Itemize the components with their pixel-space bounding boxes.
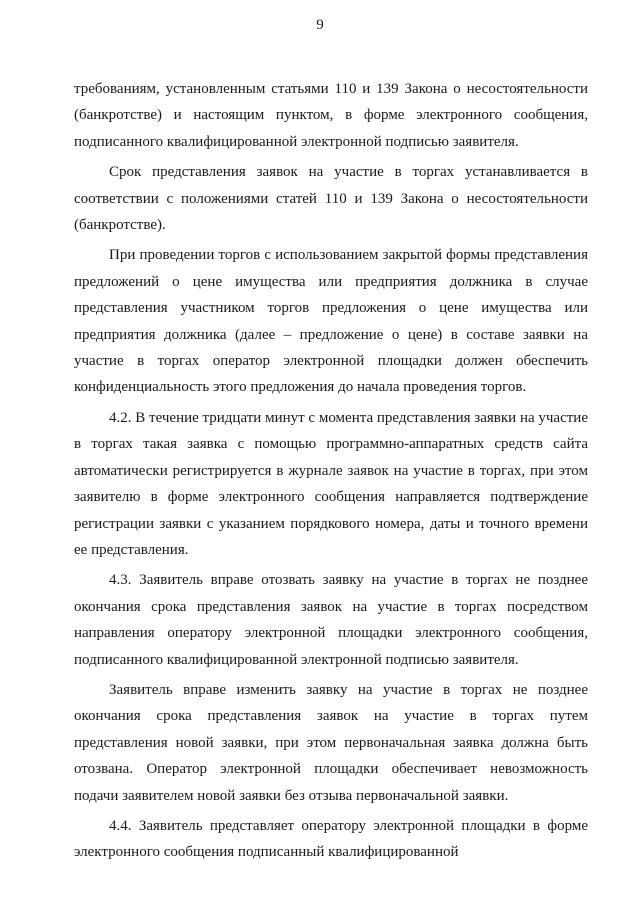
paragraph-section-4-3: 4.3. Заявитель вправе отозвать заявку на участие в торгах не позднее окончания срока представления заявок на участие в торгах посредством направления оператору электронной площадки электронного сообщения, подписанного квалифицированной электронной подписью заявителя. — [74, 572, 588, 668]
page-number: 9 — [316, 17, 324, 33]
paragraph-application-change: Заявитель вправе изменить заявку на участие в торгах не позднее окончания срока представления заявок на участие в торгах путем представления новой заявки, при этом первоначальная заявка должна быть отозвана. Оператор электронной площадки обеспечивает невозможность подачи заявителем новой заявки без отзыва первоначальной заявки. — [74, 681, 588, 804]
paragraph-continuation: требованиям, установленным статьями 110 и 139 Закона о несостоятельности (банкротстве) и настоящим пунктом, в форме электронного сообщения, подписанного квалифицированной электронной подписью заявителя. — [74, 81, 588, 150]
document-body — [74, 76, 588, 870]
paragraph-closed-form-bidding: При проведении торгов с использованием закрытой формы представления предложений о цене имущества или предприятия должника в случае представления участником торгов предложения о цене имущества или предприятия должника (далее – предложение о цене) в составе заявки на участие в торгах оператор электронной площадки должен обеспечить конфиденциальность этого предложения до начала проведения торгов. — [74, 247, 588, 396]
paragraph-application-deadline: Срок представления заявок на участие в торгах устанавливается в соответствии с положениями статей 110 и 139 Закона о несостоятельности (банкротстве). — [74, 164, 588, 234]
paragraph-section-4-2: 4.2. В течение тридцати минут с момента представления заявки на участие в торгах такая заявка с помощью программно-аппаратных средств сайта автоматически регистрируется в журнале заявок на участие в торгах, при этом заявителю в форме электронного сообщения направляется подтверждение регистрации заявки с указанием порядкового номера, даты и точного времени ее представления. — [74, 409, 588, 558]
paragraph-section-4-4: 4.4. Заявитель представляет оператору электронной площадки в форме электронного сообщения подписанный квалифицированной — [74, 817, 588, 861]
